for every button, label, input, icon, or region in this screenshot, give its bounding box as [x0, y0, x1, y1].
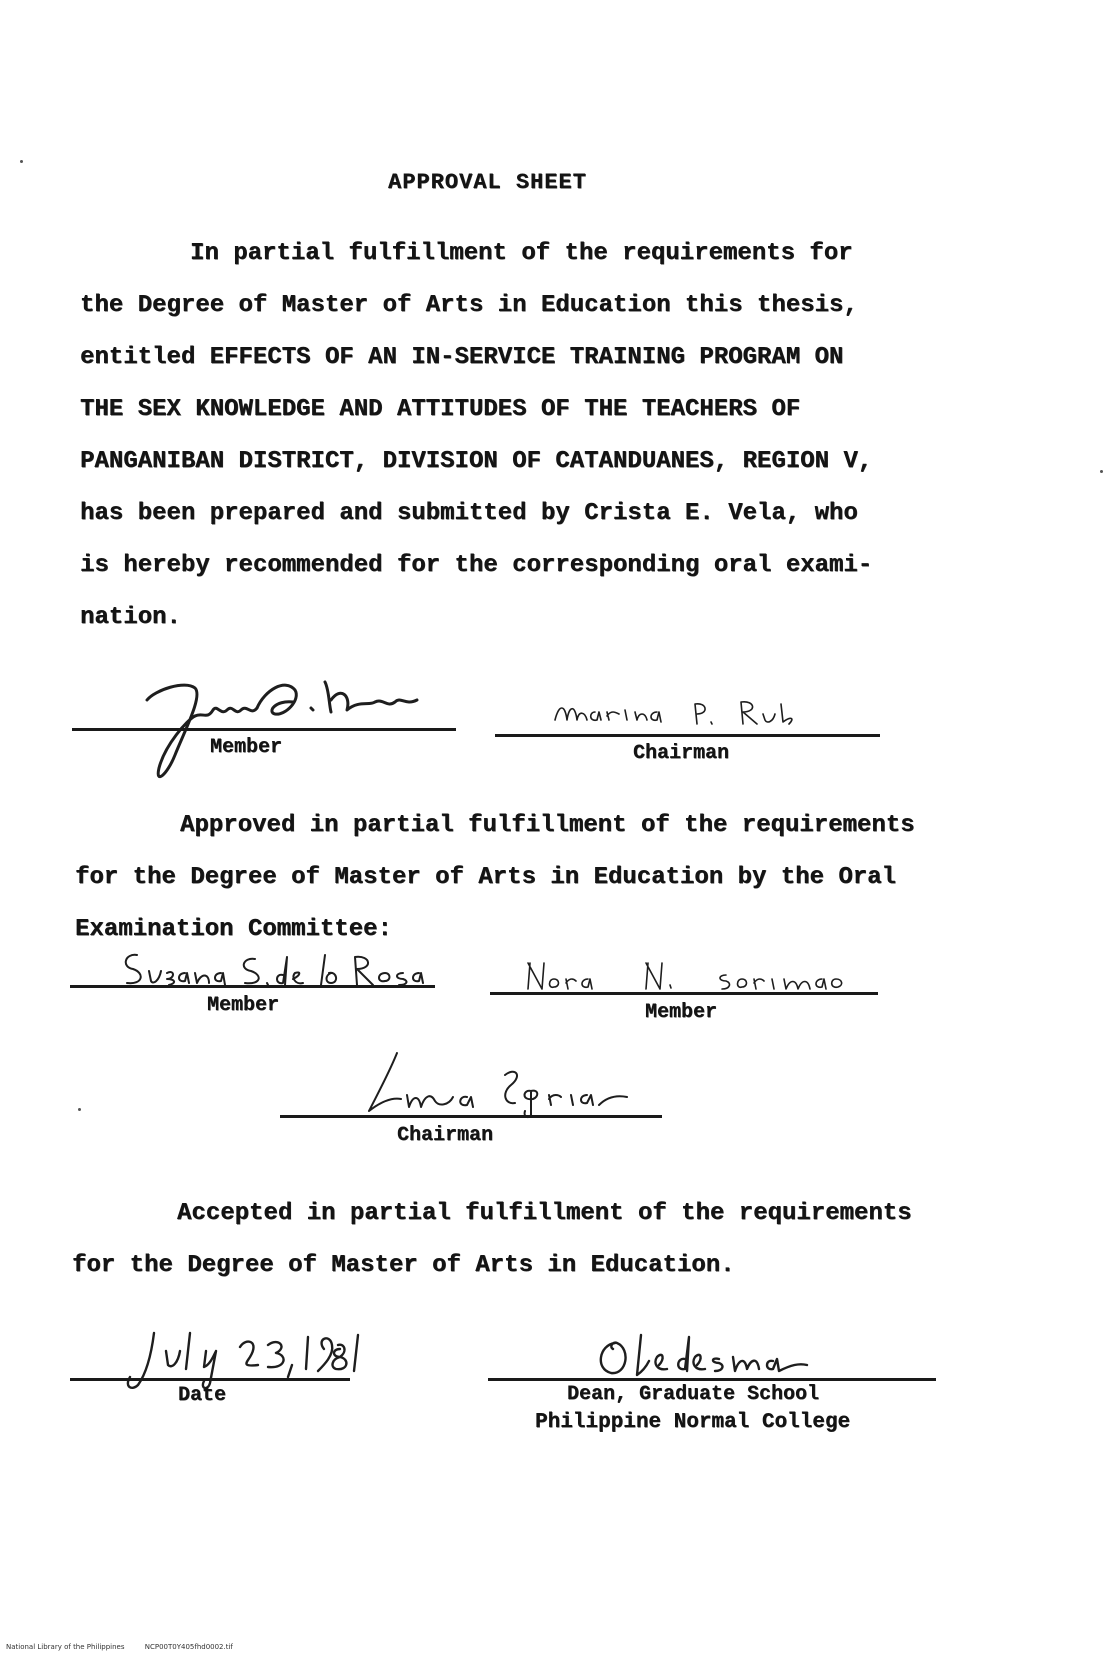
oral-chairman-signature: [355, 1045, 655, 1120]
date-label: Date: [178, 1384, 227, 1407]
paragraph-line: Examination Committee:: [75, 916, 392, 943]
member-signature-1: [125, 660, 455, 790]
chairman-signature-1: [545, 690, 845, 740]
signature-line: [495, 734, 880, 737]
page-title: APPROVAL SHEET: [388, 170, 587, 195]
signature-line: [72, 728, 456, 731]
oral-chairman-label: Chairman: [397, 1124, 494, 1147]
scan-speck: [78, 1108, 81, 1111]
paragraph-line: Accepted in partial fulfillment of the requirements: [177, 1200, 912, 1227]
signature-line: [280, 1115, 662, 1118]
oral-member-label-2: Member: [645, 1001, 718, 1024]
paragraph-line: is hereby recommended for the corresponding oral exami-: [80, 552, 873, 579]
signature-line: [70, 985, 435, 988]
paragraph-line: for the Degree of Master of Arts in Education.: [72, 1252, 735, 1279]
college-label: Philippine Normal College: [535, 1411, 851, 1434]
signature-line: [490, 992, 878, 995]
date-handwritten: [118, 1325, 378, 1395]
paragraph-line: Approved in partial fulfillment of the requirements: [180, 812, 915, 839]
scan-speck: [20, 160, 23, 163]
paragraph-line: for the Degree of Master of Arts in Education by the Oral: [75, 864, 896, 891]
dean-signature: [585, 1325, 835, 1385]
chairman-label: Chairman: [633, 742, 730, 765]
paragraph-line: THE SEX KNOWLEDGE AND ATTITUDES OF THE TEACHERS OF: [80, 396, 801, 423]
recommendation-paragraph: [80, 240, 960, 656]
footer-file-id: NCP00T0Y405fhd0002.tif: [144, 1643, 233, 1651]
paragraph-line: In partial fulfillment of the requirements for: [190, 240, 853, 267]
scan-footer: [6, 1643, 251, 1651]
scan-speck: [1100, 470, 1103, 473]
oral-member-signature-2: [520, 955, 860, 995]
footer-library: National Library of the Philippines: [6, 1643, 125, 1651]
oral-member-label-1: Member: [207, 994, 280, 1017]
paragraph-line: the Degree of Master of Arts in Education this thesis,: [80, 292, 858, 319]
acceptance-paragraph: [72, 1200, 972, 1304]
paragraph-line: entitled EFFECTS OF AN IN-SERVICE TRAINING PROGRAM ON: [80, 344, 844, 371]
paragraph-line: has been prepared and submitted by Crista E. Vela, who: [80, 500, 858, 527]
signature-line: [70, 1378, 350, 1381]
paragraph-line: nation.: [80, 604, 181, 631]
member-label: Member: [210, 736, 283, 759]
dean-label: Dean, Graduate School: [567, 1383, 820, 1406]
paragraph-line: PANGANIBAN DISTRICT, DIVISION OF CATANDUANES, REGION V,: [80, 448, 873, 475]
signature-line: [488, 1378, 936, 1381]
